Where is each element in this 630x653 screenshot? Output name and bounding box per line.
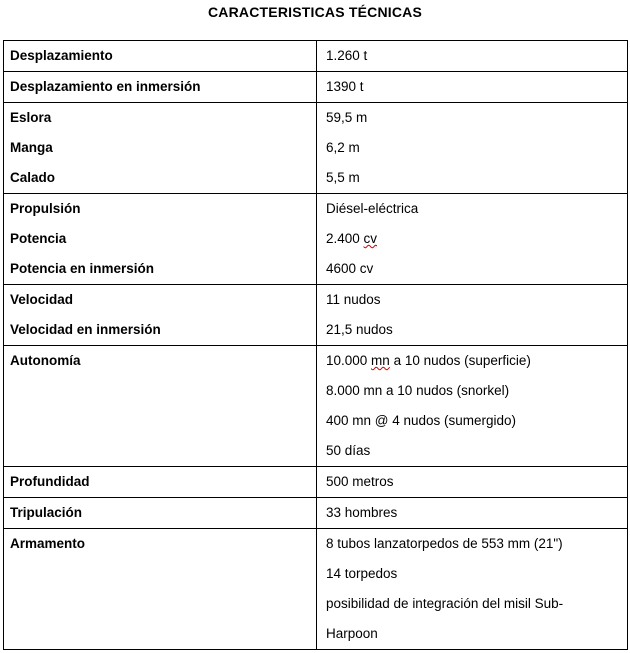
table-row xyxy=(4,346,628,467)
spellcheck-underlined-word: cv xyxy=(363,231,378,246)
spec-label-cell xyxy=(4,346,317,467)
table-row xyxy=(4,41,628,72)
spec-value-cell xyxy=(317,41,628,72)
spec-value: 2.400 cv xyxy=(326,231,378,246)
spec-label-cell xyxy=(4,103,317,194)
spec-label: Desplazamiento en inmersión xyxy=(10,79,201,94)
spec-value: 5,5 m xyxy=(326,170,360,185)
spec-label: Potencia xyxy=(10,231,67,246)
spec-value-cell xyxy=(317,103,628,194)
spec-value-cell xyxy=(317,285,628,346)
spec-value-cell xyxy=(317,346,628,467)
spec-label-cell xyxy=(4,285,317,346)
spec-value: 50 días xyxy=(326,443,371,458)
spec-value: 1390 t xyxy=(326,79,364,94)
spec-label-cell xyxy=(4,41,317,72)
spellcheck-underlined-word: mn xyxy=(371,353,390,368)
spec-value: 8.000 mn a 10 nudos (snorkel) xyxy=(326,383,510,398)
table-row xyxy=(4,529,628,650)
spec-label: Tripulación xyxy=(10,505,83,520)
spec-value: Diésel-eléctrica xyxy=(326,201,419,216)
table-row xyxy=(4,467,628,498)
spec-label: Velocidad xyxy=(10,292,74,307)
spec-label: Velocidad en inmersión xyxy=(10,322,161,337)
spec-value: 1.260 t xyxy=(326,48,368,63)
table-row xyxy=(4,103,628,194)
spec-value-cell xyxy=(317,498,628,529)
spec-value-cell xyxy=(317,529,628,650)
spec-value: Harpoon xyxy=(326,626,378,641)
spec-value: 500 metros xyxy=(326,474,394,489)
spec-label-cell xyxy=(4,529,317,650)
spec-label: Manga xyxy=(10,140,53,155)
spec-value: 8 tubos lanzatorpedos de 553 mm (21") xyxy=(326,536,563,551)
spec-value: 59,5 m xyxy=(326,110,368,125)
document-title: CARACTERISTICAS TÉCNICAS xyxy=(207,4,423,20)
specifications-table xyxy=(3,40,628,650)
table-row xyxy=(4,285,628,346)
spec-label: Propulsión xyxy=(10,201,81,216)
spec-value: 33 hombres xyxy=(326,505,398,520)
spec-label-cell xyxy=(4,194,317,285)
spec-label: Eslora xyxy=(10,110,52,125)
spec-value: 14 torpedos xyxy=(326,566,398,581)
spec-label-cell xyxy=(4,498,317,529)
spec-value: 6,2 m xyxy=(326,140,360,155)
spec-value: 4600 cv xyxy=(326,261,374,276)
table-row xyxy=(4,72,628,103)
spec-label: Profundidad xyxy=(10,474,90,489)
spec-label: Potencia en inmersión xyxy=(10,261,155,276)
spec-value: posibilidad de integración del misil Sub- xyxy=(326,596,564,611)
spec-label: Calado xyxy=(10,170,56,185)
spec-value: 21,5 nudos xyxy=(326,322,393,337)
spec-label: Armamento xyxy=(10,536,86,551)
spec-label-cell xyxy=(4,467,317,498)
spec-value: 10.000 mn a 10 nudos (superficie) xyxy=(326,353,531,368)
spec-value-cell xyxy=(317,72,628,103)
spec-value-cell xyxy=(317,467,628,498)
spec-value: 400 mn @ 4 nudos (sumergido) xyxy=(326,413,517,428)
spec-label: Autonomía xyxy=(10,353,81,368)
spec-value-cell xyxy=(317,194,628,285)
table-row xyxy=(4,498,628,529)
spec-label: Desplazamiento xyxy=(10,48,113,63)
table-row xyxy=(4,194,628,285)
spec-label-cell xyxy=(4,72,317,103)
spec-value: 11 nudos xyxy=(326,292,381,307)
